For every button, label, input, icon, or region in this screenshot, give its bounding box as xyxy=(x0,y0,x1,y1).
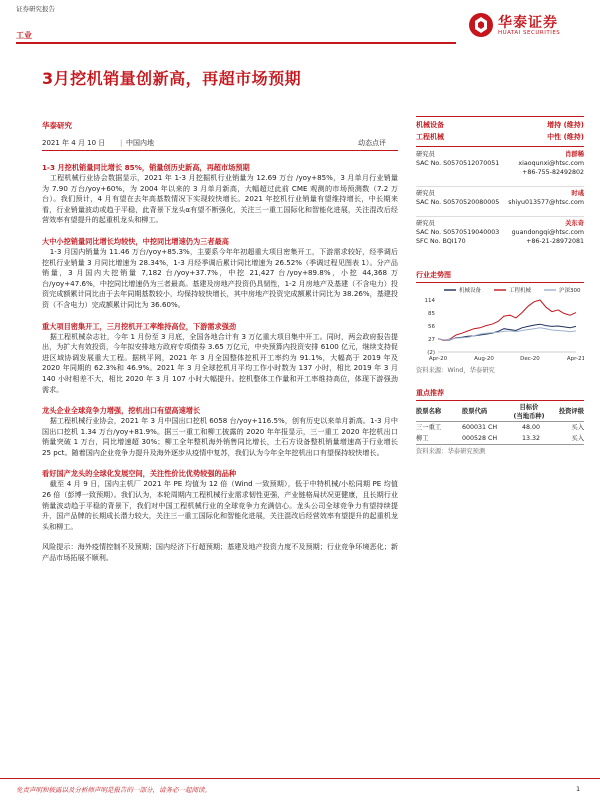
logo-cn: 华泰证券 xyxy=(498,15,558,31)
trend-chart-svg xyxy=(416,286,584,366)
analyst-name: 关东奇 xyxy=(565,220,584,227)
meta-rule xyxy=(42,150,398,151)
page-title: 3月挖机销量创新高，再超市场预期 xyxy=(42,69,302,88)
rating-row xyxy=(416,120,584,132)
analyst-cert: SAC No. S0570512070051 xyxy=(416,160,500,167)
analyst-email[interactable]: guandongqi@htsc.com xyxy=(511,229,584,236)
analyst-name: 时彧 xyxy=(571,190,584,197)
page-number: 1 xyxy=(576,785,581,793)
col-header-code: 股票代码 xyxy=(462,408,488,415)
org-label: 华泰研究 xyxy=(42,121,72,130)
analyst-cert: SAC No. S0570520080005 xyxy=(416,199,500,206)
section-2-text: 1-3 月国内销量为 11.46 万台/yoy+85.3%，主要系今年年初超重大项目密集开工，下游需求较好，经季调后挖机行业销量 3 月同比增速为 28.34%，1-3 月经季调后累计同比增速为 26.52%（季调过程见图表 1）。分产品销量，3 月国内大挖销量 7,182 台/yoy+37.7%，中挖 21,427 台/yoy+89.8%，小挖 44,368 万台/yoy+47.6%，中挖同比增速仍为三者最高。基建及房地产投资仍具韧性，1-2 月房地产及基建（不含电力）投资完成额累计同比由于去年同期基数较小，均保持较快增长，其中房地产投资完成额累计同比为 38.26%，基建投资（不含电力）完成额累计同比为 36.60%。 xyxy=(42,246,398,309)
analyst-card xyxy=(416,150,584,186)
key-stocks-header-row xyxy=(416,403,584,422)
stock-rating: 买入 xyxy=(571,435,584,442)
section-2 xyxy=(42,236,398,311)
y-tick-label: 56 xyxy=(428,324,435,330)
x-tick-label: Apr-20 xyxy=(428,356,448,362)
analyst-role: 研究员 xyxy=(416,220,435,227)
section-1-heading: 1-3 月挖机销量同比增长 85%，销量创历史新高，再超市场预期 xyxy=(42,163,250,172)
analyst-cert-sfc: SFC No. BQI170 xyxy=(416,238,466,245)
analyst-email[interactable]: shiyu013577@htsc.com xyxy=(508,199,584,206)
huatai-logo-icon xyxy=(468,12,494,38)
analyst-card xyxy=(416,186,584,216)
industry-label: 工业 xyxy=(16,31,32,40)
section-3 xyxy=(42,321,398,396)
key-stocks-title: 重点推荐 xyxy=(416,389,444,397)
x-tick-label: Aug-20 xyxy=(474,356,494,362)
report-type-label: 证券研究报告 xyxy=(16,5,55,13)
ratings-rule xyxy=(416,146,584,147)
legend-label: 沪深300 xyxy=(559,288,581,294)
analyst-phone: +86-755-82492802 xyxy=(522,169,584,176)
header-rule xyxy=(16,42,456,44)
y-tick-label: 27 xyxy=(428,337,435,343)
col-header-target: 目标价 (当地币种) xyxy=(513,404,545,420)
table-row xyxy=(416,433,584,445)
report-date: 2021 年 4 月 10 日 xyxy=(42,139,106,147)
section-3-heading: 重大项目密集开工，三月挖机开工率维持高位，下游需求强劲 xyxy=(42,321,237,331)
stock-code: 600031 CH xyxy=(462,424,498,431)
analyst-phone: +86-21-28972081 xyxy=(526,238,584,245)
rating-sector: 机械设备 xyxy=(416,121,444,129)
stock-target: 13.32 xyxy=(522,435,541,442)
series-line xyxy=(438,300,576,340)
trend-chart xyxy=(416,286,584,366)
key-stocks-rule xyxy=(416,400,584,401)
section-4 xyxy=(42,405,398,458)
rating-row xyxy=(416,132,584,144)
section-4-heading: 龙头企业全球竞争力增强，挖机出口有望高速增长 xyxy=(42,406,201,416)
ratings-block xyxy=(416,120,584,144)
section-4-text: 据工程机械行业协会，2021 年 3 月中国出口挖机 6058 台/yoy+116.5%，创有历史以来单月新高。1-3 月中国出口挖机 1.34 万台/yoy+81.9%。据三一重工和柳工披露的 2020 年年报显示，三一重工 2020 年挖机出口销量突破 1 万台，同比增速超 30%；柳工全年整机海外销售同比增长，土石方设备整机销量增速高于行业增长 25 pct。随着国内企业竞争力提升及海外逐步从疫情中复苏，我们认为今年全年挖机出口有望保持较快增长。 xyxy=(42,416,398,457)
risk-section xyxy=(42,542,398,563)
x-tick-label: Apr-21 xyxy=(566,356,584,362)
analyst-email[interactable]: xiaoqunxi@htsc.com xyxy=(518,160,584,167)
rating-value: 增持 (维持) xyxy=(547,121,584,129)
section-5-text: 截至 4 月 9 日，国内主机厂 2021 年 PE 均值为 12 倍（Wind 一致预期），低于中特机械/小松同期 PE 均值 26 倍（彭博一致预期）。我们认为，本轮周期内工程机械行业需求韧性更强，产业链格局状况更健康，且长期行业销量波动趋于平稳的背景下，我们对中国工程机械行业的全球竞争力充满信心。龙头公司全球竞争力有望持续提升，国产品牌的长期成长潜力较大，关注三一重工国际化和智能化进展，关注混改后经营效率有望提升的起重机龙头和柳工。 xyxy=(42,479,398,531)
chart-title: 行业走势图 xyxy=(416,271,451,279)
x-tick-label: Dec-20 xyxy=(520,356,540,362)
stock-name: 柳工 xyxy=(416,435,429,442)
meta-separator: | xyxy=(120,139,123,147)
sidebar-top-rule xyxy=(416,116,584,117)
analyst-cert: SAC No. S0570519040003 xyxy=(416,229,500,236)
stock-target: 48.00 xyxy=(522,424,541,431)
y-tick-label: 114 xyxy=(424,298,435,304)
key-stocks-source: 资料来源：华泰研究预测 xyxy=(416,448,486,455)
analyst-name: 肖群稀 xyxy=(565,151,584,158)
y-tick-label: 85 xyxy=(428,311,435,317)
col-header-name: 股票名称 xyxy=(416,408,442,415)
rating-value: 中性 (维持) xyxy=(547,133,584,141)
chart-rule xyxy=(416,282,584,283)
section-5-heading: 看好国产龙头的全球化发展空间，关注性价比优势较强的品种 xyxy=(42,469,237,479)
report-kind: 动态点评 xyxy=(358,139,386,147)
section-1-text: 工程机械行业协会数据显示，2021 年 1-3 月挖掘机行业销量为 12.69 万台 /yoy+85%，3 月单月行业销量为 7.90 万台/yoy+60%，为 2004 年以来的 3 月单月新高，大幅超过此前 CME 观测的市场预测数（7.2 万台）。我们预计，4 月有望在去年高基数情况下实现较快增长。2021 年挖机行业销量有望维持增长，中长期来看，行业销量波动或趋于平稳，此背景下龙头α有望不断强化，关注三一重工国际化和智能化进展，关注混改后经营效率有望提升的起重机龙头和柳工。 xyxy=(42,173,398,225)
col-header-rating: 投资评级 xyxy=(558,408,584,415)
analyst-role: 研究员 xyxy=(416,151,435,158)
section-1 xyxy=(42,162,398,226)
rating-sector: 工程机械 xyxy=(416,133,444,141)
logo-en: HUATAI SECURITIES xyxy=(498,30,561,36)
table-row xyxy=(416,422,584,433)
section-5 xyxy=(42,468,398,532)
legend-label: 工程机械 xyxy=(509,288,532,294)
section-2-heading: 大中小挖销量同比增长均较快，中挖同比增速仍为三者最高 xyxy=(42,236,229,246)
analyst-role: 研究员 xyxy=(416,190,435,197)
y-tick-label: (2) xyxy=(427,350,435,356)
risk-text: 海外疫情控制不及预期；国内经济下行超预期；基建及地产投资力度不及预期；行业竞争环境恶化；新产品市场拓展不顺利。 xyxy=(42,542,399,563)
analysts-block xyxy=(416,150,584,259)
legend-label: 机械设备 xyxy=(459,288,482,294)
risk-paragraph xyxy=(42,542,398,563)
report-region: 中国内地 xyxy=(126,139,154,147)
section-3-text: 据工程机械杂志社，今年 1 月份至 3 月底，全国各地合计有 3 万亿重大项目集中开工。同时，两会政府报告提出，为扩大有效投资，今年拟安排地方政府专项债券 3.65 万亿元，中央预算内投资安排 6100 亿元，继续支持促进区域协调发展重大工程。据桃平网，2021 年 3 月全国整体挖机开工率约为 91.1%，大幅高于 2019 年及 2020 年同期的 62.3%和 46.9%。2021 年 3 月全球挖机月平均工作小时数为 137 小时，相比 2019 年 3 月 140 小时相差不大，相比 2020 年 3 月 107 小时大幅提升。挖机整体工作量和开工率维持高位，体现下游强劲需求。 xyxy=(42,331,398,394)
footer-disclaimer: 免责声明和披露以及分析师声明是报告的一部分，请务必一起阅读。 xyxy=(16,786,211,794)
stock-code: 000528 CH xyxy=(462,435,498,442)
key-stocks-table xyxy=(416,403,584,445)
huatai-logo xyxy=(468,12,584,40)
stock-rating: 买入 xyxy=(571,424,584,431)
risk-label: 风险提示： xyxy=(42,542,78,552)
report-body xyxy=(42,152,398,564)
analyst-card xyxy=(416,216,584,259)
chart-source: 资料来源：Wind，华泰研究 xyxy=(416,367,495,374)
stock-name: 三一重工 xyxy=(416,424,442,431)
footer-rule xyxy=(0,778,600,779)
